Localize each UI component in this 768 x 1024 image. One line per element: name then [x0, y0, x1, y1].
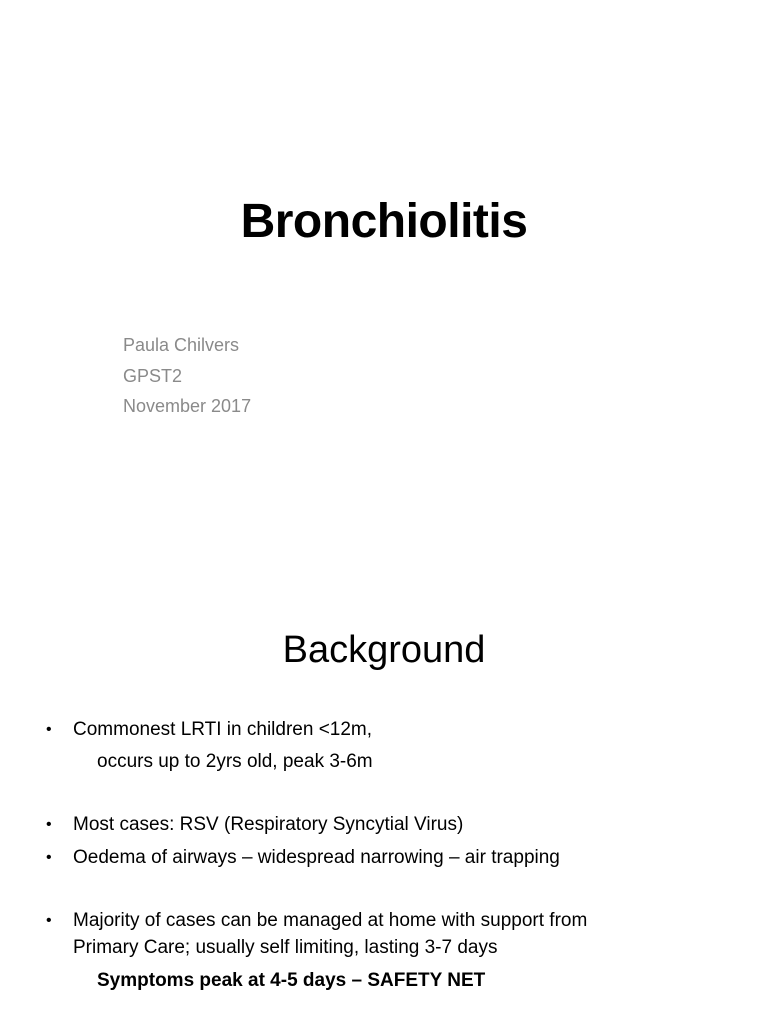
presentation-date: November 2017: [123, 396, 252, 416]
bullet-text: Oedema of airways – widespread narrowing – air trapping: [73, 847, 560, 868]
bullet-text: Most cases: RSV (Respiratory Syncytial Virus): [73, 814, 464, 835]
bullet-continuation: occurs up to 2yrs old, peak 3-6m: [97, 751, 373, 772]
subtitle-block: [123, 330, 251, 422]
slide-title: Background: [282, 629, 486, 671]
background-slide: [0, 512, 768, 1024]
bullet-text: Commonest LRTI in children <12m,: [73, 719, 373, 740]
author-name: Paula Chilvers: [123, 335, 240, 355]
bullet-dot: •: [46, 721, 52, 738]
safety-net-note: Symptoms peak at 4-5 days – SAFETY NET: [97, 970, 486, 991]
bullet-text: Majority of cases can be managed at home with support from Primary Care; usually self limiting, lasting 3-7 days: [73, 910, 588, 958]
author-role: GPST2: [123, 365, 183, 386]
bullet-dot: •: [46, 912, 52, 929]
bullet-dot: •: [46, 816, 52, 833]
slide-title: Bronchiolitis: [240, 195, 528, 248]
bullet-dot: •: [46, 849, 52, 866]
